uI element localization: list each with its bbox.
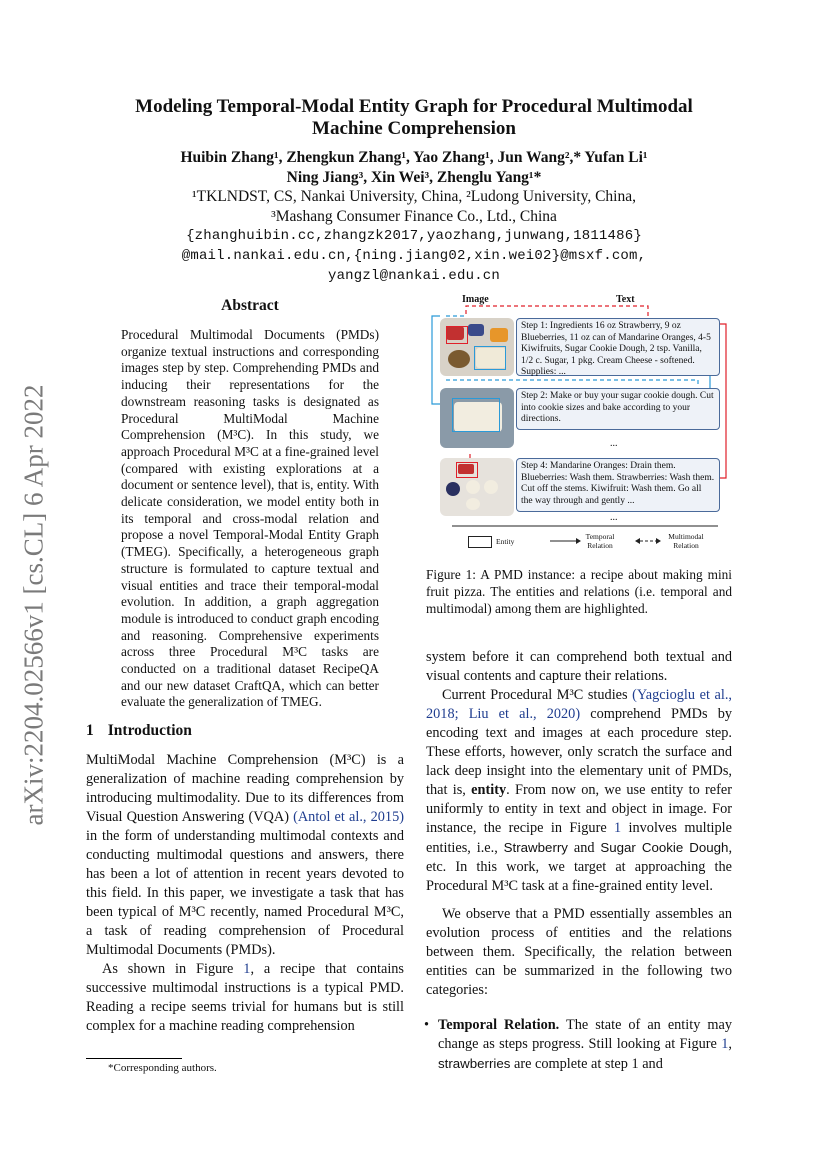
text-run: involves multiple entities, i.e., bbox=[426, 820, 732, 856]
figure-ref-link[interactable]: 1 bbox=[243, 961, 251, 977]
image-entity-dough-2 bbox=[452, 398, 500, 432]
author-list bbox=[100, 148, 728, 188]
figure-1 bbox=[426, 292, 732, 556]
figure-ref-link[interactable]: 1 bbox=[721, 1036, 729, 1052]
cookie-3 bbox=[466, 498, 480, 510]
text-run: in the form of understanding multimodal contexts and conducting multimodal questions and answers, there has been a lot of attention in recent years devoted to this field. In this paper, we investigate a task that has been typical of M³C recently, named Procedural M³C, a task of reading comprehension of Procedural Multimodal Documents (PMDs). bbox=[86, 828, 404, 958]
email-line-1: {zhanghuibin.cc,zhangzk2017,yaozhang,junwang,1811486} bbox=[186, 228, 642, 244]
abstract-body: Procedural Multimodal Documents (PMDs) organize textual instructions and corresponding images step by step. Comprehending PMDs and inducing their representations for the downstream reasoning tasks is designated as Procedural MultiModal Machine Comprehension (M³C). In this study, we approach Procedural M³C at a fine-grained level (compared with existing explorations at a document or sentence level), that is, entity. With delicate consideration, we model entity both in its temporal and cross-modal relation and propose a novel Temporal-Modal Entity Graph (TMEG). Specifically, a heterogeneous graph structure is formulated to capture textual and visual entities and trace their temporal-modal evolution. In addition, a graph aggregation module is introduced to conduct graph encoding and reasoning. Comprehensive experiments across three Procedural M³C tasks are conducted on a traditional dataset RecipeQA and our new dataset CraftQA, which can better evaluate the generalization of TMEG. bbox=[121, 327, 379, 710]
figure-ellipsis-1: ... bbox=[610, 438, 618, 449]
blueberry-shape bbox=[468, 324, 484, 336]
kiwi-shape bbox=[448, 350, 470, 368]
right-paragraph-1: system before it can comprehend both textual and visual contents and capture their relations. bbox=[426, 649, 732, 684]
section-heading bbox=[86, 722, 192, 740]
footnote-rule bbox=[86, 1058, 182, 1059]
bullet-dot: • bbox=[424, 1017, 430, 1033]
intro-paragraph-1 bbox=[86, 751, 404, 960]
step2-text: Step 2: Make or buy your sugar cookie dough. Cut into cookie sizes and bake according to your directions. bbox=[516, 388, 720, 430]
entity-term: strawberries bbox=[438, 1056, 511, 1071]
orange-shape bbox=[490, 328, 508, 342]
legend-multimodal-label: Multimodal Relation bbox=[668, 532, 704, 550]
figure-caption: Figure 1: A PMD instance: a recipe about making mini fruit pizza. The entities and relations (i.e. temporal and multimodal) among them are highlighted. bbox=[426, 567, 732, 616]
email-line-2: @mail.nankai.edu.cn,{ning.jiang02,xin.wei02}@msxf.com, bbox=[181, 248, 647, 264]
text-run: , a recipe that contains successive multimodal instructions is a typical PMD. Reading a recipe seems trivial for humans but is still complex for a machine reading comprehension bbox=[86, 961, 404, 1034]
right-column-text bbox=[426, 648, 732, 1074]
bullet-title: Temporal Relation. bbox=[438, 1017, 560, 1033]
blueberry-bowl bbox=[446, 482, 460, 496]
authors-line-2: Ning Jiang³, Xin Wei³, Zhenglu Yang¹* bbox=[286, 169, 542, 186]
figure-ellipsis-2: ... bbox=[610, 512, 618, 523]
text-run: Current Procedural M³C studies bbox=[442, 687, 633, 703]
affiliations bbox=[100, 187, 728, 227]
section-number: 1 bbox=[86, 722, 94, 739]
text-run: The state of an entity may change as steps progress. Still looking at Figure bbox=[438, 1017, 732, 1052]
bold-term: entity bbox=[471, 782, 507, 798]
text-run: comprehend PMDs by encoding text and images at each procedure step. These efforts, however, only scratch the surface and lack deep insight into the elementary unit of PMDs, that is, bbox=[426, 706, 733, 798]
text-run: are complete at step 1 and bbox=[510, 1056, 663, 1072]
section-title: Introduction bbox=[107, 722, 192, 739]
legend-temporal-label: Temporal Relation bbox=[585, 532, 615, 550]
affil-line-2: ³Mashang Consumer Finance Co., Ltd., China bbox=[271, 208, 557, 225]
legend-entity-label: Entity bbox=[496, 537, 515, 546]
text-run: , bbox=[728, 1036, 732, 1052]
image-entity-dough bbox=[474, 346, 506, 370]
intro-paragraph-2 bbox=[86, 960, 404, 1036]
authors-line-1: Huibin Zhang¹, Zhengkun Zhang¹, Yao Zhang¹, Jun Wang²,* Yufan Li¹ bbox=[180, 149, 648, 166]
figure-col-image-label: Image bbox=[462, 294, 489, 305]
arxiv-stamp: arXiv:2204.02566v1 [cs.CL] 6 Apr 2022 bbox=[18, 384, 49, 826]
legend-entity-box bbox=[468, 536, 492, 548]
citation-link[interactable]: (Antol et al., 2015) bbox=[293, 809, 404, 825]
image-entity-strawberry bbox=[446, 326, 468, 344]
text-run: MultiModal Machine Comprehension (M³C) is a generalization of machine reading comprehension by introducing multimodality. Due to its differences from Visual Question Answering (VQA) bbox=[86, 752, 404, 825]
right-paragraph-2 bbox=[426, 686, 732, 896]
text-run: . From now on, we use entity to refer uniformly to entity in text and object in image. For instance, the recipe in Figure bbox=[426, 782, 732, 836]
paper-title: Modeling Temporal-Modal Entity Graph for Procedural Multimodal Machine Comprehension bbox=[135, 96, 693, 139]
text-run: , etc. In this work, we target at approaching the Procedural M³C task at a fine-grained entity level. bbox=[426, 840, 733, 894]
cookie-1 bbox=[466, 480, 480, 494]
email-line-3: yangzl@nankai.edu.cn bbox=[327, 268, 501, 284]
text-run: and bbox=[567, 840, 601, 856]
affil-line-1: ¹TKLNDST, CS, Nankai University, China, ²Ludong University, China, bbox=[192, 188, 636, 205]
figure-ref-link[interactable]: 1 bbox=[614, 820, 622, 836]
footnote: *Corresponding authors. bbox=[108, 1062, 217, 1074]
step1-text: Step 1: Ingredients 16 oz Strawberry, 9 oz Blueberries, 11 oz can of Mandarine Oranges, 4-5 Kiwifruits, Sugar Cookie Dough, 2 tsp. Vanilla, 1/2 c. Sugar, 1 pkg. Cream Cheese - softened. Supplies: ... bbox=[516, 318, 720, 376]
text-run: As shown in Figure bbox=[102, 961, 244, 977]
right-paragraph-3: We observe that a PMD essentially assembles an evolution process of entities and the relations between them. Specifically, the relation between entities can be summarized in the following two categories: bbox=[426, 906, 732, 998]
entity-term: Sugar Cookie Dough bbox=[600, 840, 729, 855]
image-entity-strawberry-2 bbox=[456, 462, 478, 478]
cookie-2 bbox=[484, 480, 498, 494]
figure-col-text-label: Text bbox=[616, 294, 635, 305]
entity-term: Strawberry bbox=[503, 840, 568, 855]
left-column-text bbox=[86, 751, 404, 1036]
citation-link[interactable]: (Yagcioglu et al., 2018; Liu et al., 2020) bbox=[426, 687, 732, 722]
bullet-temporal-relation bbox=[426, 1016, 732, 1074]
abstract-heading: Abstract bbox=[221, 297, 279, 314]
step4-text: Step 4: Mandarine Oranges: Drain them. Blueberries: Wash them. Strawberries: Wash them. Cut off the stems. Kiwifruit: Wash them. Go all the way through and gently ... bbox=[516, 458, 720, 512]
emails bbox=[90, 226, 738, 286]
